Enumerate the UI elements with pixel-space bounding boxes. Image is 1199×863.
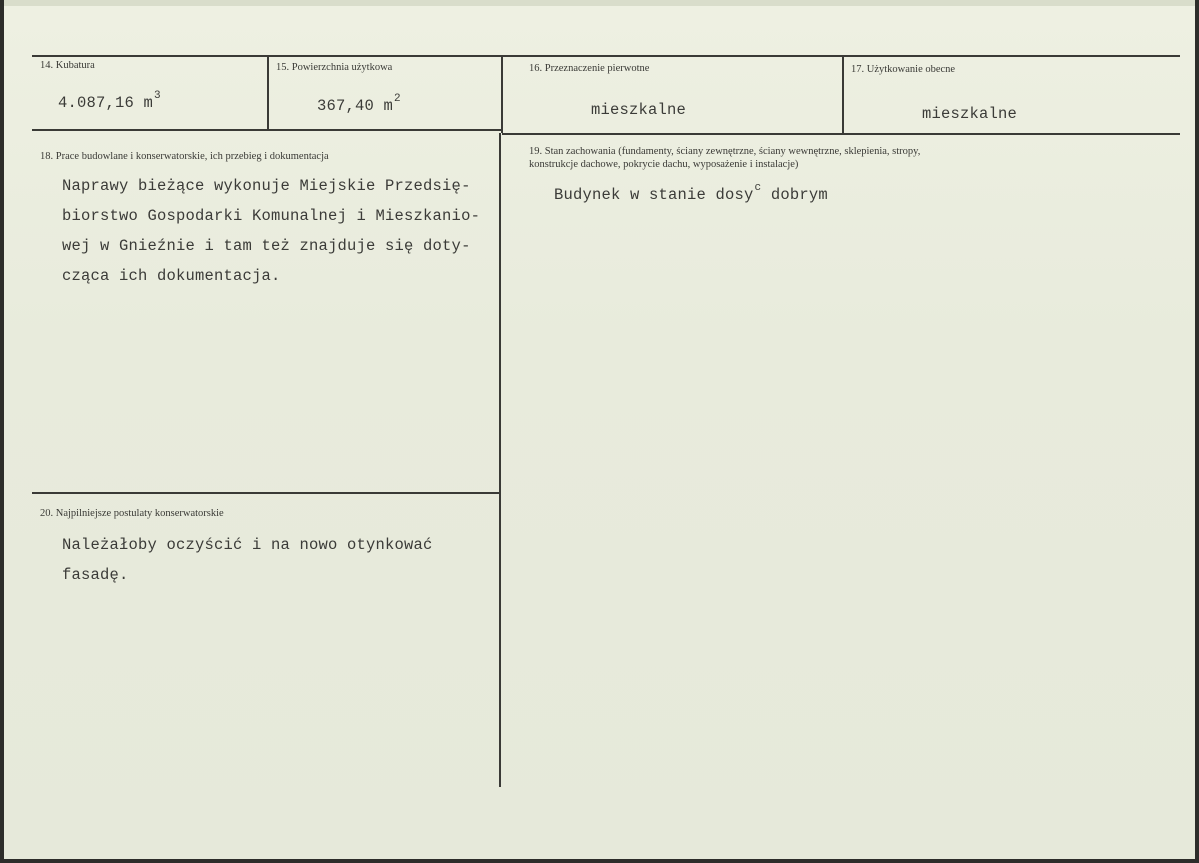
field-17-label: 17. Użytkowanie obecne (851, 64, 956, 75)
field-18-label: 18. Prace budowlane i konserwatorskie, ich przebieg i dokumentacja (40, 151, 329, 162)
field-20-label: 20. Najpilniejsze postulaty konserwatorskie (40, 508, 224, 519)
kubatura-value: 4.087,16 m (58, 94, 154, 112)
field-18-line: Naprawy bieżące wykonuje Miejskie Przedsię- (62, 177, 471, 195)
field-16-value: mieszkalne (591, 101, 687, 119)
field-18-line: biorstwo Gospodarki Komunalnej i Mieszkanio- (62, 207, 481, 225)
divider-16-17 (842, 55, 844, 133)
field-16-label: 16. Przeznaczenie pierwotne (529, 63, 650, 74)
powierzchnia-value: 367,40 m (317, 97, 394, 115)
field-20-text (62, 530, 433, 590)
divider-15-16 (501, 55, 503, 133)
powierzchnia-unit-superscript: 2 (394, 93, 401, 105)
field-14-value (58, 90, 161, 112)
field-20-line: fasadę. (62, 566, 129, 584)
field-14-label: 14. Kubatura (40, 60, 95, 71)
divider-main-vertical (499, 133, 501, 787)
divider-18-20 (32, 492, 500, 494)
field-19-label (529, 145, 1089, 171)
row-separator-rule-right (502, 133, 1180, 135)
divider-14-15 (267, 55, 269, 130)
kubatura-unit-superscript: 3 (154, 90, 161, 102)
card-top-edge (4, 0, 1199, 6)
field-18-text (62, 171, 480, 291)
stan-value-end: dobrym (761, 186, 828, 204)
field-19-label-line-1: 19. Stan zachowania (fundamenty, ściany zewnętrzne, ściany wewnętrzne, sklepienia, stropy, (529, 146, 921, 157)
field-19-label-line-2: konstrukcje dachowe, pokrycie dachu, wyposażenie i instalacje) (529, 159, 799, 170)
field-20-line: Należałoby oczyścić i na nowo otynkować (62, 536, 433, 554)
stan-value-superscript: c (754, 182, 762, 194)
field-18-line: wej w Gnieźnie i tam też znajduje się doty- (62, 237, 471, 255)
field-18-line: cząca ich dokumentacja. (62, 267, 281, 285)
field-15-value (317, 93, 401, 115)
field-15-label: 15. Powierzchnia użytkowa (276, 62, 393, 73)
top-rule (32, 55, 1180, 57)
field-17-value: mieszkalne (922, 105, 1018, 123)
field-19-value (554, 182, 828, 204)
stan-value: Budynek w stanie dosy (554, 186, 754, 204)
